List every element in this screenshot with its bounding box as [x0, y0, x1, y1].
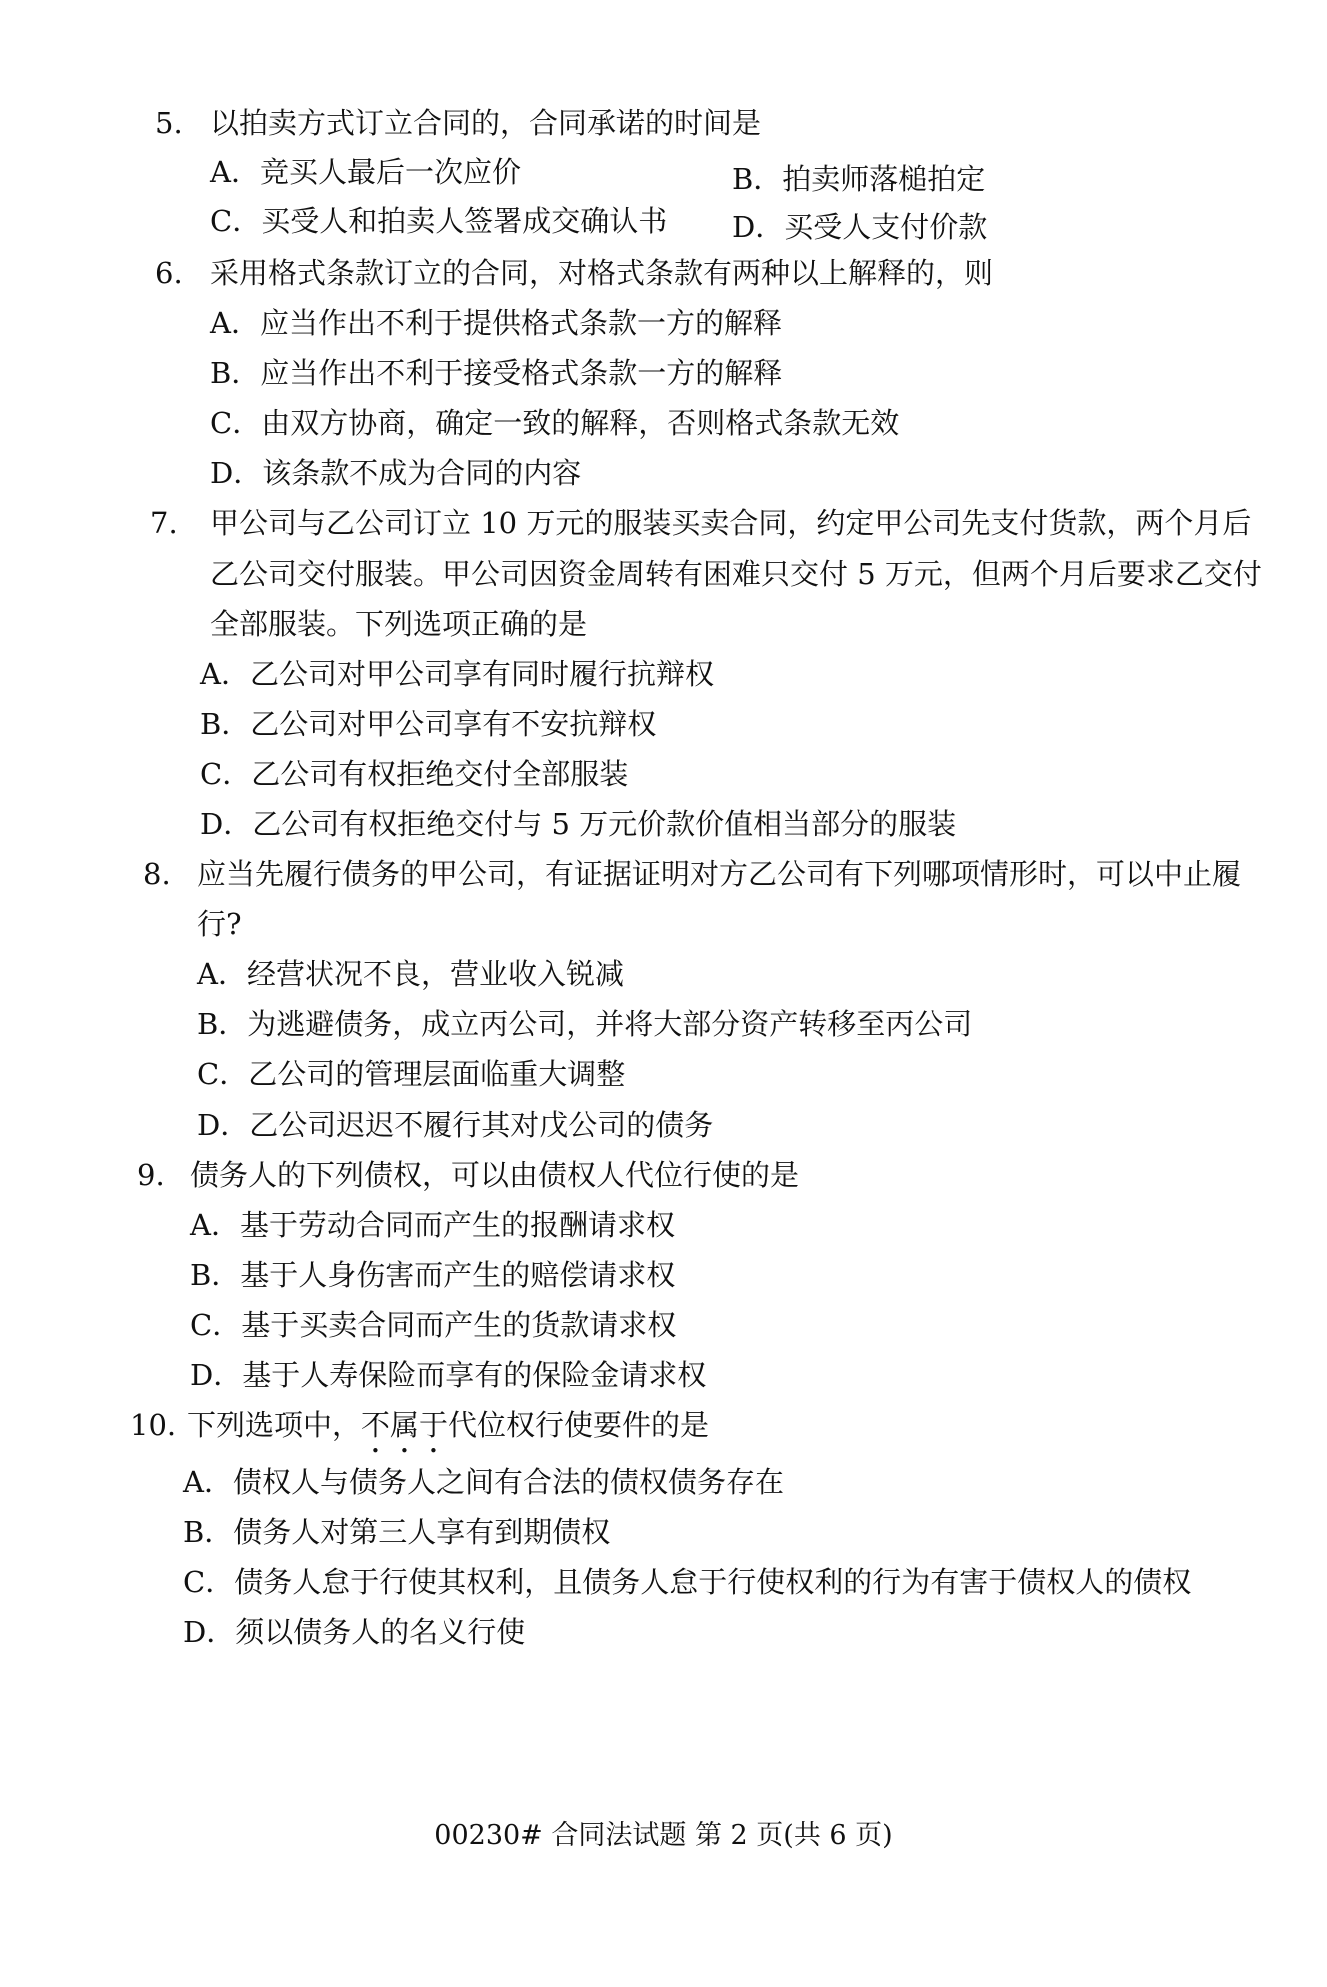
question-number: 8. — [143, 857, 171, 891]
question-stem: 采用格式条款订立的合同，对格式条款有两种以上解释的，则 — [210, 256, 994, 290]
option-d: D．须以债务人的名义行使 — [183, 1615, 526, 1649]
option-c: C．由双方协商，确定一致的解释，否则格式条款无效 — [210, 406, 900, 440]
option-d: D．乙公司迟迟不履行其对戊公司的债务 — [197, 1108, 714, 1142]
option-b: B．应当作出不利于接受格式条款一方的解释 — [210, 356, 783, 390]
option-b: B．为逃避债务，成立丙公司，并将大部分资产转移至丙公司 — [197, 1007, 973, 1041]
question-number: 7. — [150, 506, 178, 540]
question-stem-line: 乙公司交付服装。甲公司因资金周转有困难只交付 5 万元，但两个月后要求乙交付 — [210, 557, 1262, 591]
option-d: D．乙公司有权拒绝交付与 5 万元价款价值相当部分的服装 — [200, 807, 957, 841]
option-c: C．乙公司的管理层面临重大调整 — [197, 1057, 626, 1091]
option-c: C．债务人怠于行使其权利，且债务人怠于行使权利的行为有害于债权人的债权 — [183, 1565, 1192, 1599]
page-footer: 00230# 合同法试题 第 2 页(共 6 页) — [434, 1820, 893, 1851]
question-number: 6. — [155, 256, 183, 290]
question-stem-line: 甲公司与乙公司订立 10 万元的服装买卖合同，约定甲公司先支付货款，两个月后 — [210, 506, 1252, 540]
question-number: 10. — [130, 1408, 177, 1442]
stem-pre: 下列选项中， — [187, 1408, 362, 1442]
question-number: 9. — [137, 1158, 165, 1192]
option-a: A．竞买人最后一次应价 — [210, 155, 521, 189]
option-d: D．该条款不成为合同的内容 — [210, 456, 582, 490]
option-a: A．债权人与债务人之间有合法的债权债务存在 — [183, 1465, 784, 1499]
option-b: B．拍卖师落槌拍定 — [732, 162, 986, 196]
question-number: 5. — [155, 106, 183, 140]
option-b: B．基于人身伤害而产生的赔偿请求权 — [190, 1258, 676, 1292]
option-c: C．买受人和拍卖人签署成交确认书 — [210, 204, 668, 238]
question-stem-line: 应当先履行债务的甲公司，有证据证明对方乙公司有下列哪项情形时，可以中止履 — [197, 857, 1242, 891]
option-d: D．基于人寿保险而享有的保险金请求权 — [190, 1358, 707, 1392]
option-a: A．基于劳动合同而产生的报酬请求权 — [190, 1208, 675, 1242]
option-b: B．乙公司对甲公司享有不安抗辩权 — [200, 707, 657, 741]
option-a: A．乙公司对甲公司享有同时履行抗辩权 — [200, 657, 714, 691]
question-stem: 以拍卖方式订立合同的，合同承诺的时间是 — [210, 106, 762, 140]
question-stem-line: 全部服装。下列选项正确的是 — [210, 607, 588, 641]
option-c: C．乙公司有权拒绝交付全部服装 — [200, 757, 629, 791]
question-stem-line: 行? — [197, 907, 242, 941]
option-a: A．经营状况不良，营业收入锐减 — [197, 957, 624, 991]
option-a: A．应当作出不利于提供格式条款一方的解释 — [210, 306, 782, 340]
option-d: D．买受人支付价款 — [732, 210, 988, 244]
option-c: C．基于买卖合同而产生的货款请求权 — [190, 1308, 677, 1342]
stem-post: 代位权行使要件的是 — [448, 1408, 710, 1442]
stem-emphasis: 不属于 — [361, 1408, 449, 1442]
question-stem: 债务人的下列债权，可以由债权人代位行使的是 — [190, 1158, 800, 1192]
option-b: B．债务人对第三人享有到期债权 — [183, 1515, 611, 1549]
question-stem — [187, 1406, 709, 1460]
